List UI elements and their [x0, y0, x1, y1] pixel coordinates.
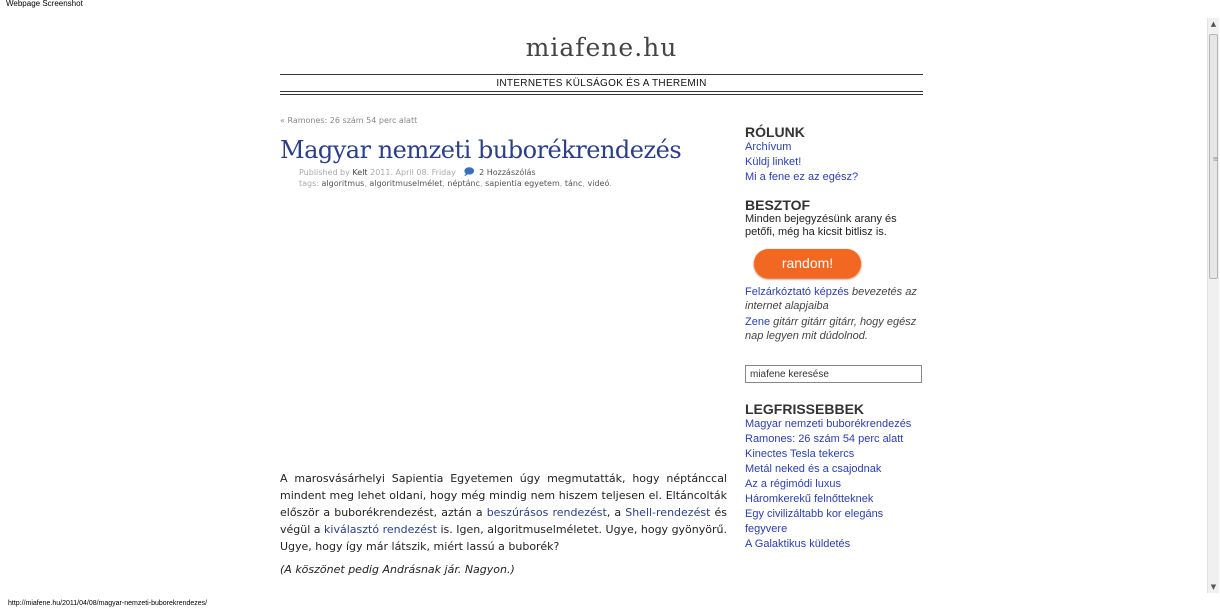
besztof-description: Minden bejegyzésünk arany és petőfi, még ha kicsit bitlisz is. [745, 213, 897, 238]
paragraph-text: is. Igen, algoritmuselméletet. Ugye, hogy gyönyörű. Ugye, hogy így már látszik, miért lassú a buborék? [280, 523, 727, 553]
recent-post-link[interactable]: Ramones: 26 szám 54 perc alatt [745, 433, 904, 445]
besztof-item [745, 315, 923, 343]
post-tags: tags: algoritmus, algoritmuselmélet, néptánc, sapientia egyetem, tánc, videó. [299, 179, 612, 188]
header-rule-bottom [280, 91, 923, 92]
paragraph-text: A marosvásárhelyi Sapientia Egyetemen úgy megmutatták, hogy néptánccal mindent meg lehet oldani, hogy még mindig nem hiszem teljesen el. Eltáncolták először a buborékrendezést, aztán a [280, 472, 727, 519]
comment-bubble-icon: 🗩 [463, 167, 475, 178]
sidebar [745, 124, 923, 552]
search-input[interactable] [745, 365, 922, 383]
recent-post-link[interactable]: A Galaktikus küldetés [745, 538, 851, 550]
post-author[interactable]: Kelt [352, 168, 368, 177]
scroll-up-icon[interactable]: ▲ [1210, 20, 1217, 28]
about-link[interactable]: Mi a fene ez az egész? [745, 171, 859, 183]
besztof-item-link[interactable]: Felzárkóztató képzés [745, 286, 849, 298]
post-thanks: (A köszönet pedig Andrásnak jár. Nagyon.) [280, 563, 515, 576]
grip-icon: ≡ [1212, 155, 1219, 163]
post-paragraph [280, 470, 727, 555]
recent-post-link[interactable]: Egy civilizáltabb kor elegáns fegyvere [745, 508, 884, 535]
scrollbar-thumb[interactable] [1209, 34, 1218, 279]
previous-post-nav [280, 116, 417, 125]
scroll-down-icon[interactable]: ▼ [1210, 583, 1217, 591]
screenshot-label: Webpage Screenshot [6, 0, 83, 8]
random-button[interactable]: random! [754, 249, 861, 278]
tags-label: tags: [299, 179, 319, 188]
tag-link[interactable]: néptánc [447, 179, 480, 188]
besztof-item-link[interactable]: Zene [745, 316, 771, 328]
tag-link[interactable]: videó [587, 179, 610, 188]
recent-post-link[interactable]: Háromkerekű felnőtteknek [745, 493, 874, 505]
send-link-link[interactable]: Küldj linket! [745, 156, 802, 168]
archive-link[interactable]: Archívum [745, 141, 792, 153]
besztof-heading: BESZTOF [745, 197, 811, 213]
post-meta [299, 167, 612, 189]
tag-link[interactable]: tánc [564, 179, 583, 188]
tag-link[interactable]: algoritmus [321, 179, 365, 188]
paragraph-text: és végül a [280, 506, 727, 536]
paragraph-text: , a [606, 506, 626, 519]
recent-post-link[interactable]: Magyar nemzeti buborékrendezés [745, 418, 912, 430]
selection-sort-link[interactable]: kiválasztó rendezést [324, 523, 437, 536]
recent-post-link[interactable]: Kinectes Tesla tekercs [745, 448, 855, 460]
tag-link[interactable]: algoritmuselmélet [369, 179, 443, 188]
site-tagline: INTERNETES KÜLSÁGOK ÉS A THEREMIN [496, 78, 707, 89]
previous-post-link[interactable]: « Ramones: 26 szám 54 perc alatt [280, 116, 418, 125]
legfrissebbek-heading: LEGFRISSEBBEK [745, 401, 865, 417]
shell-sort-link[interactable]: Shell-rendezést [625, 506, 711, 519]
tag-link[interactable]: sapientia egyetem [485, 179, 560, 188]
site-logo[interactable]: miafene.hu [525, 33, 678, 62]
comments-link[interactable]: 2 Hozzászólás [479, 168, 536, 177]
post-title[interactable]: Magyar nemzeti buborékrendezés [280, 136, 682, 164]
vertical-scrollbar[interactable] [1207, 18, 1219, 593]
status-bar-url: http://miafene.hu/2011/04/08/magyar-nemzeti-buborekrendezes/ [8, 600, 208, 607]
besztof-item [745, 285, 923, 313]
insertion-sort-link[interactable]: beszúrásos rendezést [486, 506, 607, 519]
post-body [280, 470, 727, 584]
post-date: 2011. April 08. Friday [370, 168, 456, 177]
besztof-item-desc: bevezetés az internet alapjaiba [745, 286, 917, 312]
recent-post-link[interactable]: Az a régimódi luxus [745, 478, 841, 490]
post-byline [299, 167, 612, 178]
published-by-label: Published by [299, 168, 350, 177]
rolunk-heading: RÓLUNK [745, 124, 805, 140]
header-rule-bottom-2 [280, 94, 923, 95]
besztof-item-desc: gitárr gitárr gitárr, hogy egész nap legyen mit dúdolnod. [745, 316, 917, 342]
header-rule-top [280, 74, 923, 75]
recent-post-link[interactable]: Metál neked és a csajodnak [745, 463, 882, 475]
